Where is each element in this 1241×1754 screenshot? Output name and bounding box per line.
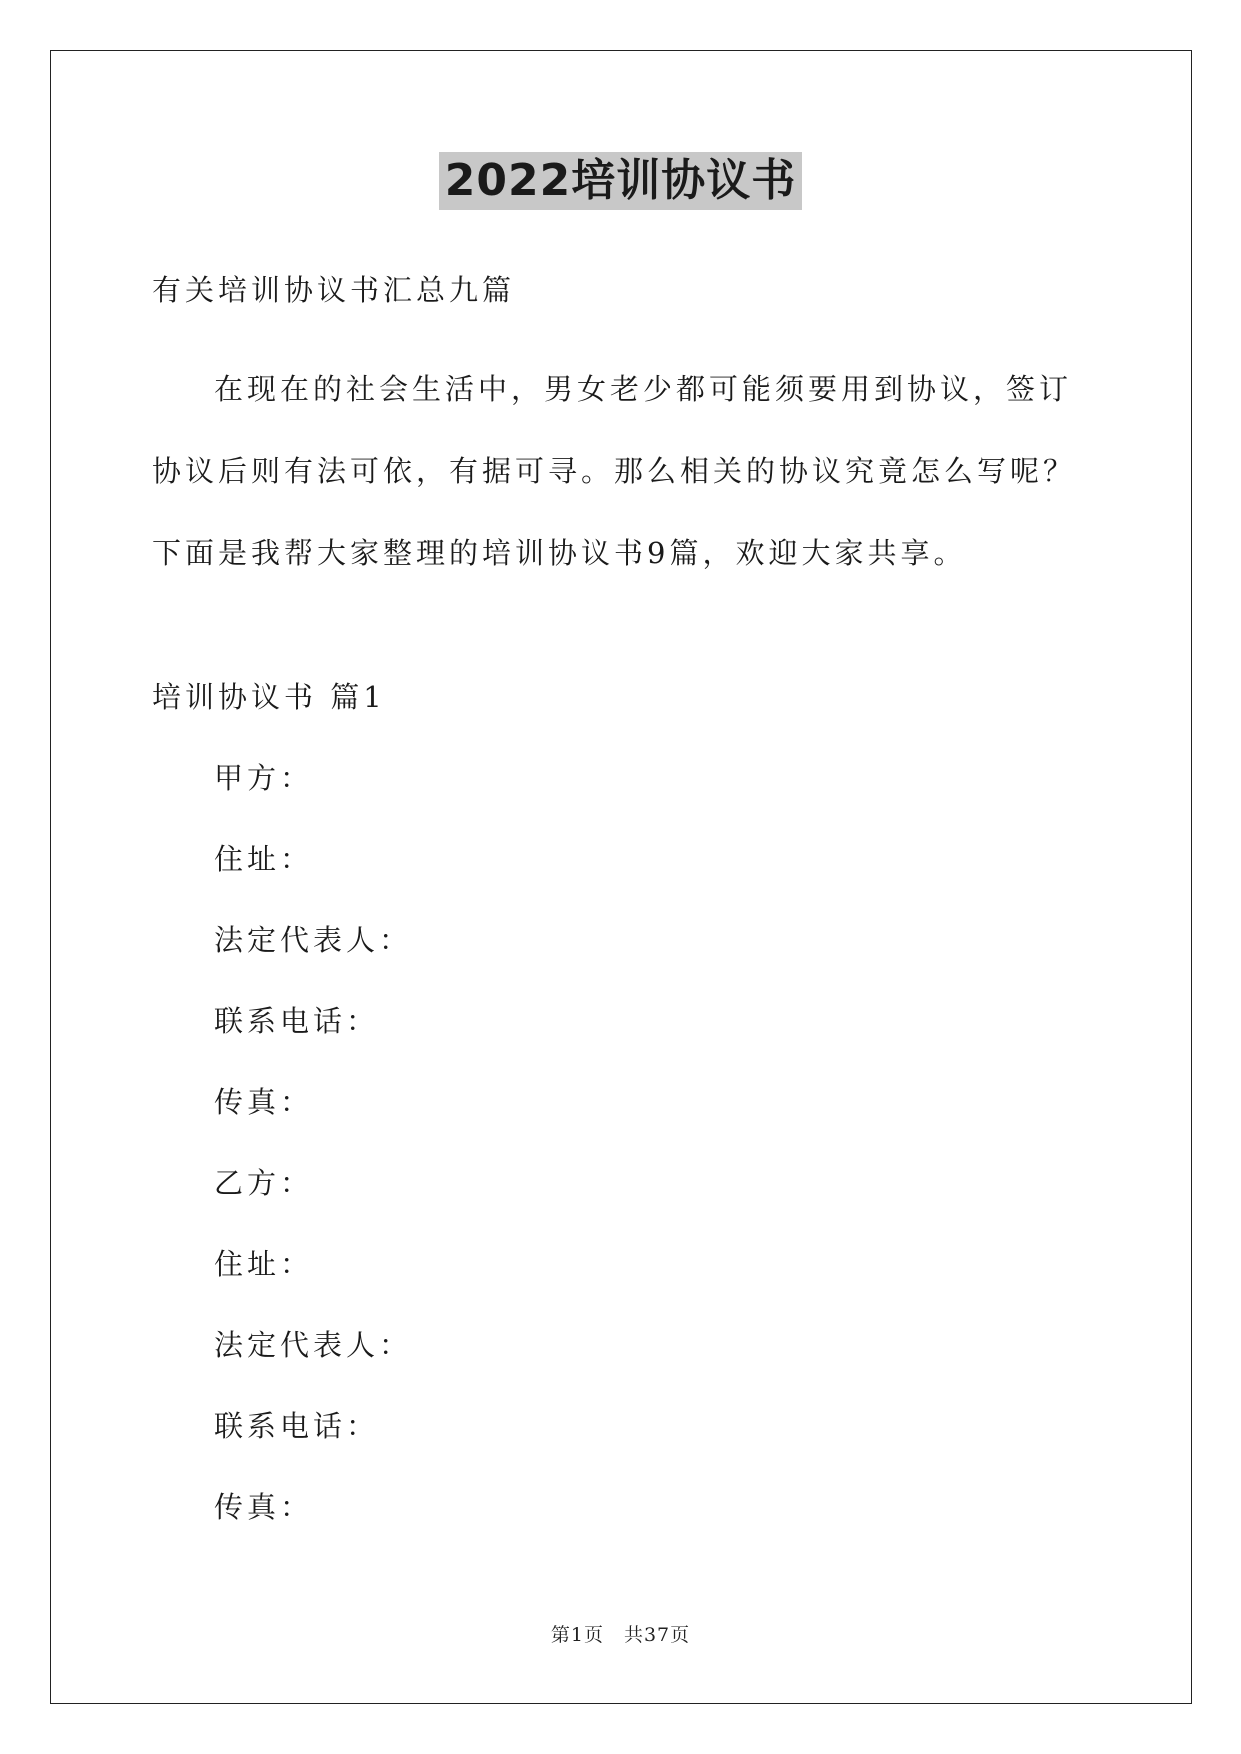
party-a-legal-rep-label: 法定代表人： [214, 923, 413, 957]
party-a-fax-label: 传真： [214, 1085, 314, 1119]
party-a-label: 甲方： [214, 761, 314, 795]
page-number: 第1页 [550, 1624, 604, 1646]
document-title: 2022培训协议书 [439, 152, 802, 210]
title-container [0, 152, 1241, 210]
party-a-phone-label: 联系电话： [214, 1004, 380, 1038]
document-subtitle: 有关培训协议书汇总九篇 [152, 273, 516, 307]
page-total: 共37页 [623, 1624, 691, 1646]
party-b-fax-label: 传真： [214, 1490, 314, 1524]
party-a-address-label: 住址： [214, 842, 314, 876]
page-footer [0, 1620, 1241, 1647]
party-b-label: 乙方： [214, 1166, 314, 1200]
party-b-phone-label: 联系电话： [214, 1409, 380, 1443]
section-heading: 培训协议书 篇1 [152, 680, 386, 714]
intro-paragraph: 在现在的社会生活中，男女老少都可能须要用到协议，签订协议后则有法可依，有据可寻。那么相关的协议究竟怎么写呢？下面是我帮大家整理的培训协议书9篇，欢迎大家共享。 [152, 372, 1077, 570]
party-b-address-label: 住址： [214, 1247, 314, 1281]
party-b-legal-rep-label: 法定代表人： [214, 1328, 413, 1362]
